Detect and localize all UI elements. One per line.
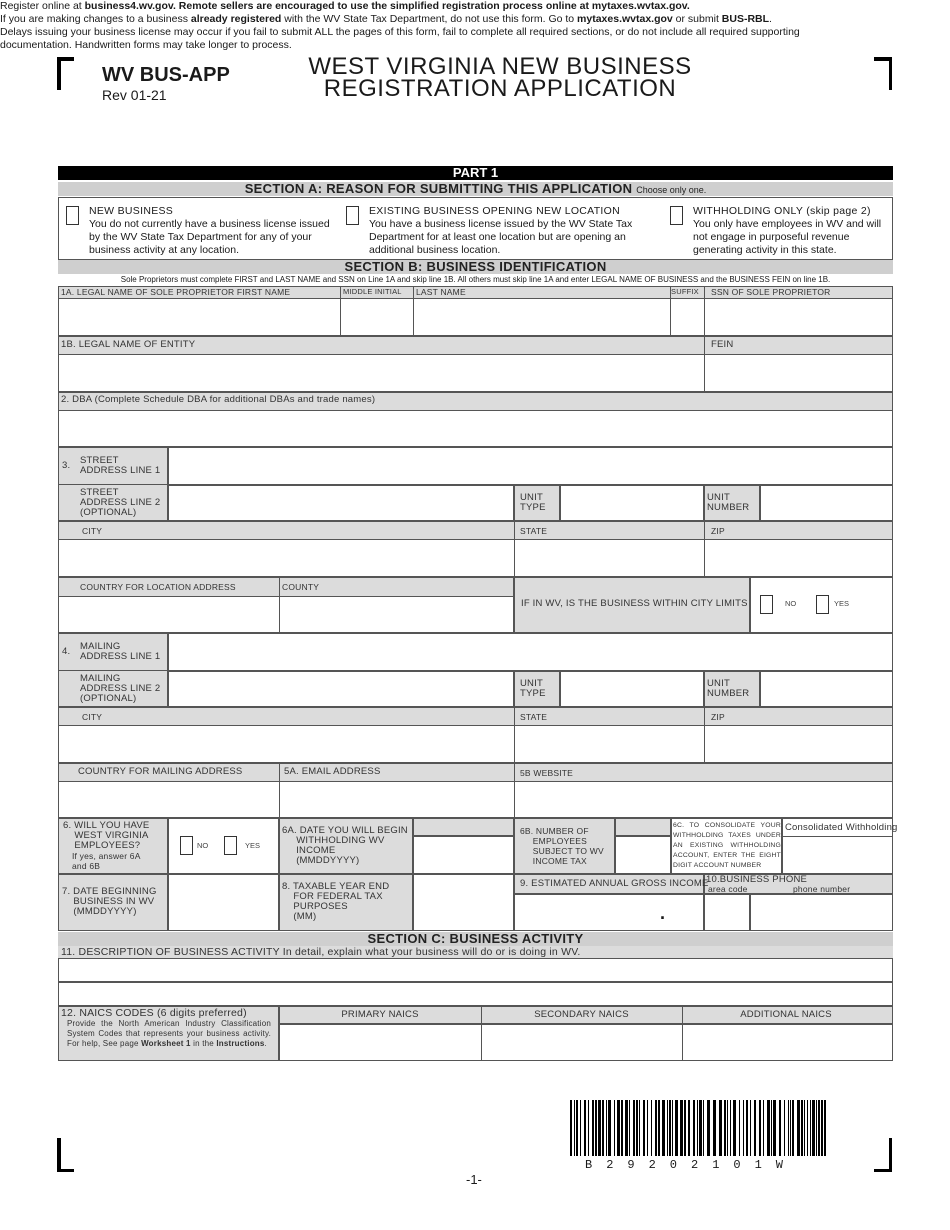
barcode-bar bbox=[647, 1100, 648, 1156]
barcode-bar bbox=[703, 1100, 704, 1156]
label-county: COUNTY bbox=[282, 582, 320, 592]
input-6b-employees[interactable] bbox=[615, 836, 671, 874]
label-11-text: In detail, explain what your business will do or is doing in WV. bbox=[279, 946, 581, 958]
barcode-bar bbox=[675, 1100, 678, 1156]
barcode-bar bbox=[643, 1100, 645, 1156]
option-withholding-only bbox=[693, 205, 888, 257]
label-12-text-e: . bbox=[264, 1039, 267, 1048]
label-country-location: COUNTRY FOR LOCATION ADDRESS bbox=[80, 582, 236, 592]
barcode-bar bbox=[680, 1100, 683, 1156]
intro-line1-bold: business4.wv.gov. Remote sellers are encouraged to use the simplified registration process online at mytaxes.wvtax.gov. bbox=[84, 0, 690, 12]
intro-line2-f: BUS-RBL bbox=[721, 13, 770, 25]
label-city-limits: IF IN WV, IS THE BUSINESS WITHIN CITY LIMITS bbox=[521, 598, 748, 609]
mailing-city-label-bar bbox=[58, 707, 893, 725]
input-10-phone-number[interactable] bbox=[750, 894, 893, 931]
barcode-bar bbox=[606, 1100, 607, 1156]
label-12-text-d: Instructions bbox=[216, 1039, 265, 1048]
input-zip[interactable] bbox=[705, 540, 892, 576]
label-secondary-naics: SECONDARY NAICS bbox=[534, 1009, 629, 1020]
option-new-business-head: NEW BUSINESS bbox=[89, 205, 174, 217]
label-unit-number: UNIT NUMBER bbox=[707, 492, 750, 513]
input-country-mailing[interactable] bbox=[59, 782, 278, 817]
input-11-description-line1[interactable] bbox=[58, 958, 893, 982]
option-withholding-only-head: WITHHOLDING ONLY (skip page 2) bbox=[693, 205, 871, 217]
divider bbox=[58, 670, 168, 671]
barcode-text: B29202101W bbox=[585, 1158, 798, 1172]
label-6c: 6C. TO CONSOLIDATE YOUR WITHHOLDING TAXES UNDER AN EXISTING WITHHOLDING ACCOUNT, ENTER THE EIGHT DIGIT ACCOUNT NUMBER bbox=[673, 822, 781, 869]
barcode-bar bbox=[804, 1100, 805, 1156]
barcode-bar bbox=[771, 1100, 772, 1156]
input-8-tax-year[interactable] bbox=[413, 874, 514, 931]
label-1a-middle-initial: MIDDLE INITIAL bbox=[343, 287, 402, 296]
label-area-code: area code bbox=[708, 884, 748, 894]
barcode-bar bbox=[719, 1100, 722, 1156]
barcode-bar bbox=[797, 1100, 800, 1156]
barcode-bar bbox=[713, 1100, 716, 1156]
input-1a-first-name[interactable] bbox=[59, 299, 339, 335]
label-7: 7. DATE BEGINNING BUSINESS IN WV (MMDDYYYY) bbox=[62, 886, 157, 917]
option-existing-business bbox=[369, 205, 659, 257]
barcode-bar bbox=[730, 1100, 731, 1156]
input-mailing-city[interactable] bbox=[59, 726, 513, 762]
label-mailing-city: CITY bbox=[82, 712, 103, 722]
barcode-bar bbox=[617, 1100, 620, 1156]
input-email[interactable] bbox=[280, 782, 513, 817]
section-c-header: SECTION C: BUSINESS ACTIVITY bbox=[58, 932, 893, 946]
divider bbox=[58, 484, 168, 485]
label-10: 10.BUSINESS PHONE bbox=[706, 874, 808, 885]
barcode-bar bbox=[784, 1100, 785, 1156]
label-dba: 2. DBA (Complete Schedule DBA for additional DBAs and trade names) bbox=[61, 394, 376, 405]
barcode-bar bbox=[818, 1100, 820, 1156]
input-unit-number[interactable] bbox=[760, 485, 893, 521]
label-employees-no: NO bbox=[197, 841, 209, 850]
barcode-bar bbox=[790, 1100, 791, 1156]
barcode-bar bbox=[746, 1100, 748, 1156]
barcode-bar bbox=[669, 1100, 671, 1156]
section-b-header: SECTION B: BUSINESS IDENTIFICATION bbox=[58, 260, 893, 274]
input-street-address-1[interactable] bbox=[168, 447, 893, 485]
checkbox-city-limits-no[interactable] bbox=[760, 595, 773, 614]
barcode-bar bbox=[655, 1100, 657, 1156]
intro-line2-b: already registered bbox=[190, 13, 282, 25]
barcode-bar bbox=[693, 1100, 695, 1156]
label-city: CITY bbox=[82, 526, 103, 536]
barcode-bar bbox=[807, 1100, 808, 1156]
barcode-bar bbox=[750, 1100, 751, 1156]
barcode-bar bbox=[570, 1100, 572, 1156]
option-new-business bbox=[89, 205, 339, 257]
label-1b-legal-name: 1B. LEGAL NAME OF ENTITY bbox=[61, 339, 196, 350]
label-mailing-1: MAILING ADDRESS LINE 1 bbox=[80, 641, 161, 662]
barcode-bar bbox=[767, 1100, 770, 1156]
barcode-bar bbox=[792, 1100, 794, 1156]
barcode-bar bbox=[598, 1100, 601, 1156]
corner-mark-bottom-left bbox=[56, 1138, 74, 1172]
intro-line2-c: with the WV State Tax Department, do not use this form. Go to bbox=[281, 13, 578, 25]
barcode-bar bbox=[608, 1100, 611, 1156]
label-mailing-zip: ZIP bbox=[711, 712, 725, 722]
intro-line2-g: . bbox=[769, 13, 772, 25]
input-10-area-code[interactable] bbox=[704, 894, 750, 931]
input-secondary-naics[interactable] bbox=[482, 1025, 681, 1060]
input-fein[interactable] bbox=[705, 355, 892, 391]
barcode-bar bbox=[584, 1100, 586, 1156]
row-6b-top bbox=[615, 818, 671, 836]
form-title bbox=[260, 53, 740, 102]
label-fein: FEIN bbox=[711, 339, 734, 350]
label-11 bbox=[61, 946, 581, 958]
barcode-bar bbox=[733, 1100, 736, 1156]
intro-line1-pre: Register online at bbox=[0, 0, 85, 12]
intro-line2-e: or submit bbox=[672, 13, 722, 25]
barcode-bar bbox=[574, 1100, 575, 1156]
barcode-bar bbox=[816, 1100, 817, 1156]
corner-mark-bottom-right bbox=[874, 1138, 892, 1172]
input-country-location[interactable] bbox=[59, 597, 278, 632]
label-email: 5A. EMAIL ADDRESS bbox=[284, 766, 381, 777]
income-decimal-point: . bbox=[660, 903, 666, 923]
input-7-date[interactable] bbox=[168, 874, 279, 931]
intro-line2-d: mytaxes.wvtax.gov bbox=[577, 13, 673, 25]
barcode-bar bbox=[788, 1100, 789, 1156]
label-1a-last-name: LAST NAME bbox=[416, 287, 466, 297]
checkbox-new-business[interactable] bbox=[66, 206, 79, 225]
label-country-mailing: COUNTRY FOR MAILING ADDRESS bbox=[78, 766, 243, 777]
form-title-line1: WEST VIRGINIA NEW BUSINESS bbox=[308, 53, 692, 80]
barcode-bar bbox=[662, 1100, 665, 1156]
input-mailing-unit-number[interactable] bbox=[760, 671, 893, 707]
label-12-text-a: Provide the North American Industry Classification System Codes that represents your business activity. For help, See page bbox=[67, 1019, 271, 1048]
label-6a: 6A. DATE YOU WILL BEGIN WITHHOLDING WV INCOME (MMDDYYYY) bbox=[282, 825, 408, 866]
label-phone-number: phone number bbox=[793, 884, 851, 894]
section-a-title: SECTION A: REASON FOR SUBMITTING THIS APPLICATION bbox=[244, 181, 633, 196]
barcode-bar bbox=[724, 1100, 726, 1156]
input-primary-naics[interactable] bbox=[280, 1025, 480, 1060]
input-6a-date[interactable] bbox=[413, 836, 514, 874]
label-zip: ZIP bbox=[711, 526, 725, 536]
input-dba[interactable] bbox=[58, 410, 893, 447]
page-number: -1- bbox=[466, 1172, 482, 1187]
label-consolidated: Consolidated Withholding bbox=[785, 822, 898, 833]
input-county[interactable] bbox=[280, 597, 513, 632]
barcode-bar bbox=[621, 1100, 623, 1156]
barcode-bar bbox=[707, 1100, 710, 1156]
barcode-bar bbox=[763, 1100, 764, 1156]
barcode-bar bbox=[614, 1100, 615, 1156]
barcode-bar bbox=[667, 1100, 668, 1156]
label-1a-ssn: SSN OF SOLE PROPRIETOR bbox=[711, 287, 831, 297]
input-1b-legal-name[interactable] bbox=[59, 355, 703, 391]
barcode-bar bbox=[625, 1100, 628, 1156]
label-primary-naics: PRIMARY NAICS bbox=[341, 1009, 419, 1020]
label-9: 9. ESTIMATED ANNUAL GROSS INCOME bbox=[520, 878, 709, 889]
barcode bbox=[570, 1100, 830, 1156]
checkbox-employees-yes[interactable] bbox=[224, 836, 237, 855]
label-1a-first-name: 1A. LEGAL NAME OF SOLE PROPRIETOR FIRST NAME bbox=[61, 287, 291, 297]
input-mailing-state[interactable] bbox=[515, 726, 703, 762]
input-mailing-address-1[interactable] bbox=[168, 633, 893, 671]
input-mailing-unit-type[interactable] bbox=[560, 671, 704, 707]
option-new-business-text: You do not currently have a business license issued by the WV State Tax Department for any of your business activity at any location. bbox=[89, 218, 330, 256]
label-6-note: If yes, answer 6A and 6B bbox=[72, 851, 141, 871]
input-street-address-2[interactable] bbox=[168, 485, 514, 521]
barcode-bar bbox=[801, 1100, 803, 1156]
row-6a-top bbox=[413, 818, 514, 836]
label-8: 8. TAXABLE YEAR END FOR FEDERAL TAX PURPOSES (MM) bbox=[282, 881, 390, 922]
label-street-1: STREET ADDRESS LINE 1 bbox=[80, 455, 161, 476]
barcode-bar bbox=[639, 1100, 640, 1156]
label-12-text-c: in the bbox=[190, 1039, 217, 1048]
checkbox-employees-no[interactable] bbox=[180, 836, 193, 855]
city-label-bar bbox=[58, 521, 893, 539]
barcode-bar bbox=[580, 1100, 581, 1156]
barcode-bar bbox=[672, 1100, 673, 1156]
barcode-bar bbox=[595, 1100, 597, 1156]
barcode-bar bbox=[821, 1100, 823, 1156]
barcode-bar bbox=[773, 1100, 776, 1156]
intro-line2-a: If you are making changes to a business bbox=[0, 13, 191, 25]
barcode-bar bbox=[759, 1100, 761, 1156]
checkbox-withholding-only[interactable] bbox=[670, 206, 683, 225]
barcode-bar bbox=[727, 1100, 728, 1156]
form-id: WV BUS-APP bbox=[102, 64, 230, 86]
section-a-note: Choose only one. bbox=[636, 185, 707, 195]
label-12-head: 12. NAICS CODES (6 digits preferred) bbox=[61, 1007, 247, 1019]
intro-line3: Delays issuing your business license may occur if you fail to submit ALL the pages of this form, fail to complete all required sections, or do not include all required supporting documentation. Handwritten forms may take longer to process. bbox=[0, 26, 800, 51]
input-unit-type[interactable] bbox=[560, 485, 704, 521]
input-state[interactable] bbox=[515, 540, 703, 576]
barcode-bar bbox=[779, 1100, 781, 1156]
input-additional-naics[interactable] bbox=[683, 1025, 892, 1060]
input-mailing-address-2[interactable] bbox=[168, 671, 514, 707]
label-12-text-b: Worksheet 1 bbox=[141, 1039, 191, 1048]
barcode-bar bbox=[697, 1100, 698, 1156]
input-city[interactable] bbox=[59, 540, 513, 576]
barcode-bar bbox=[812, 1100, 815, 1156]
label-mailing-state: STATE bbox=[520, 712, 548, 722]
barcode-bar bbox=[824, 1100, 826, 1156]
barcode-bar bbox=[588, 1100, 589, 1156]
barcode-bar bbox=[739, 1100, 740, 1156]
input-11-description-line2[interactable] bbox=[58, 982, 893, 1006]
divider bbox=[782, 836, 893, 837]
label-website: 5B WEBSITE bbox=[520, 768, 574, 778]
label-unit-type: UNIT TYPE bbox=[520, 492, 546, 513]
checkbox-existing-business[interactable] bbox=[346, 206, 359, 225]
input-mailing-zip[interactable] bbox=[705, 726, 892, 762]
barcode-bar bbox=[810, 1100, 811, 1156]
barcode-bar bbox=[684, 1100, 686, 1156]
form-title-line2: REGISTRATION APPLICATION bbox=[323, 75, 677, 102]
barcode-bar bbox=[592, 1100, 594, 1156]
section-a-header bbox=[58, 182, 893, 196]
section-b-instruction: Sole Proprietors must complete FIRST and LAST NAME and SSN on Line 1A and skip line 1B. All others must skip line 1A and enter LEGAL NAME OF BUSINESS and the BUSINESS FEIN on line 1B. bbox=[120, 275, 831, 284]
label-city-limits-no: NO bbox=[785, 599, 797, 608]
label-4: 4. bbox=[62, 646, 71, 657]
option-existing-business-head: EXISTING BUSINESS OPENING NEW LOCATION bbox=[369, 205, 620, 217]
input-9-gross-income[interactable] bbox=[514, 894, 704, 931]
label-mailing-unit-number: UNIT NUMBER bbox=[707, 678, 750, 699]
corner-mark-top-left bbox=[56, 56, 74, 90]
option-existing-business-text: You have a business license issued by the WV State Tax Department for at least one location but are opening an additional business location. bbox=[369, 218, 633, 256]
label-12-text bbox=[67, 1019, 271, 1049]
intro-text bbox=[0, 0, 840, 52]
label-mailing-unit-type: UNIT TYPE bbox=[520, 678, 546, 699]
label-1a-suffix: SUFFIX bbox=[671, 287, 699, 296]
barcode-bar bbox=[636, 1100, 638, 1156]
barcode-bar bbox=[754, 1100, 756, 1156]
form-revision: Rev 01-21 bbox=[102, 87, 167, 103]
option-withholding-only-text: You only have employees in WV and will not engage in purposeful revenue generating activity in this state. bbox=[693, 218, 882, 256]
barcode-bar bbox=[633, 1100, 635, 1156]
barcode-bar bbox=[576, 1100, 578, 1156]
label-employees-yes: YES bbox=[245, 841, 261, 850]
barcode-bar bbox=[688, 1100, 690, 1156]
checkbox-city-limits-yes[interactable] bbox=[816, 595, 829, 614]
input-1a-last-name[interactable] bbox=[414, 299, 669, 335]
label-additional-naics: ADDITIONAL NAICS bbox=[740, 1009, 832, 1020]
label-city-limits-yes: YES bbox=[834, 599, 850, 608]
barcode-bar bbox=[602, 1100, 604, 1156]
input-1a-ssn[interactable] bbox=[705, 299, 892, 335]
label-6b: 6B. NUMBER OF EMPLOYEES SUBJECT TO WV INCOME TAX bbox=[520, 826, 604, 866]
input-1a-suffix[interactable] bbox=[671, 299, 703, 335]
label-state: STATE bbox=[520, 526, 548, 536]
input-website[interactable] bbox=[515, 782, 892, 817]
label-mailing-2: MAILING ADDRESS LINE 2 (OPTIONAL) bbox=[80, 673, 161, 704]
label-6: 6. WILL YOU HAVE WEST VIRGINIA EMPLOYEES? bbox=[63, 820, 150, 851]
barcode-bar bbox=[658, 1100, 660, 1156]
part-1-header: PART 1 bbox=[58, 166, 893, 180]
barcode-bar bbox=[743, 1100, 744, 1156]
barcode-bar bbox=[699, 1100, 702, 1156]
label-street-2: STREET ADDRESS LINE 2 (OPTIONAL) bbox=[80, 487, 161, 518]
barcode-bar bbox=[651, 1100, 652, 1156]
barcode-bar bbox=[629, 1100, 630, 1156]
label-11-head: 11. DESCRIPTION OF BUSINESS ACTIVITY bbox=[61, 946, 280, 958]
label-3: 3. bbox=[62, 460, 71, 471]
corner-mark-top-right bbox=[874, 56, 892, 90]
input-1a-middle-initial[interactable] bbox=[341, 299, 412, 335]
